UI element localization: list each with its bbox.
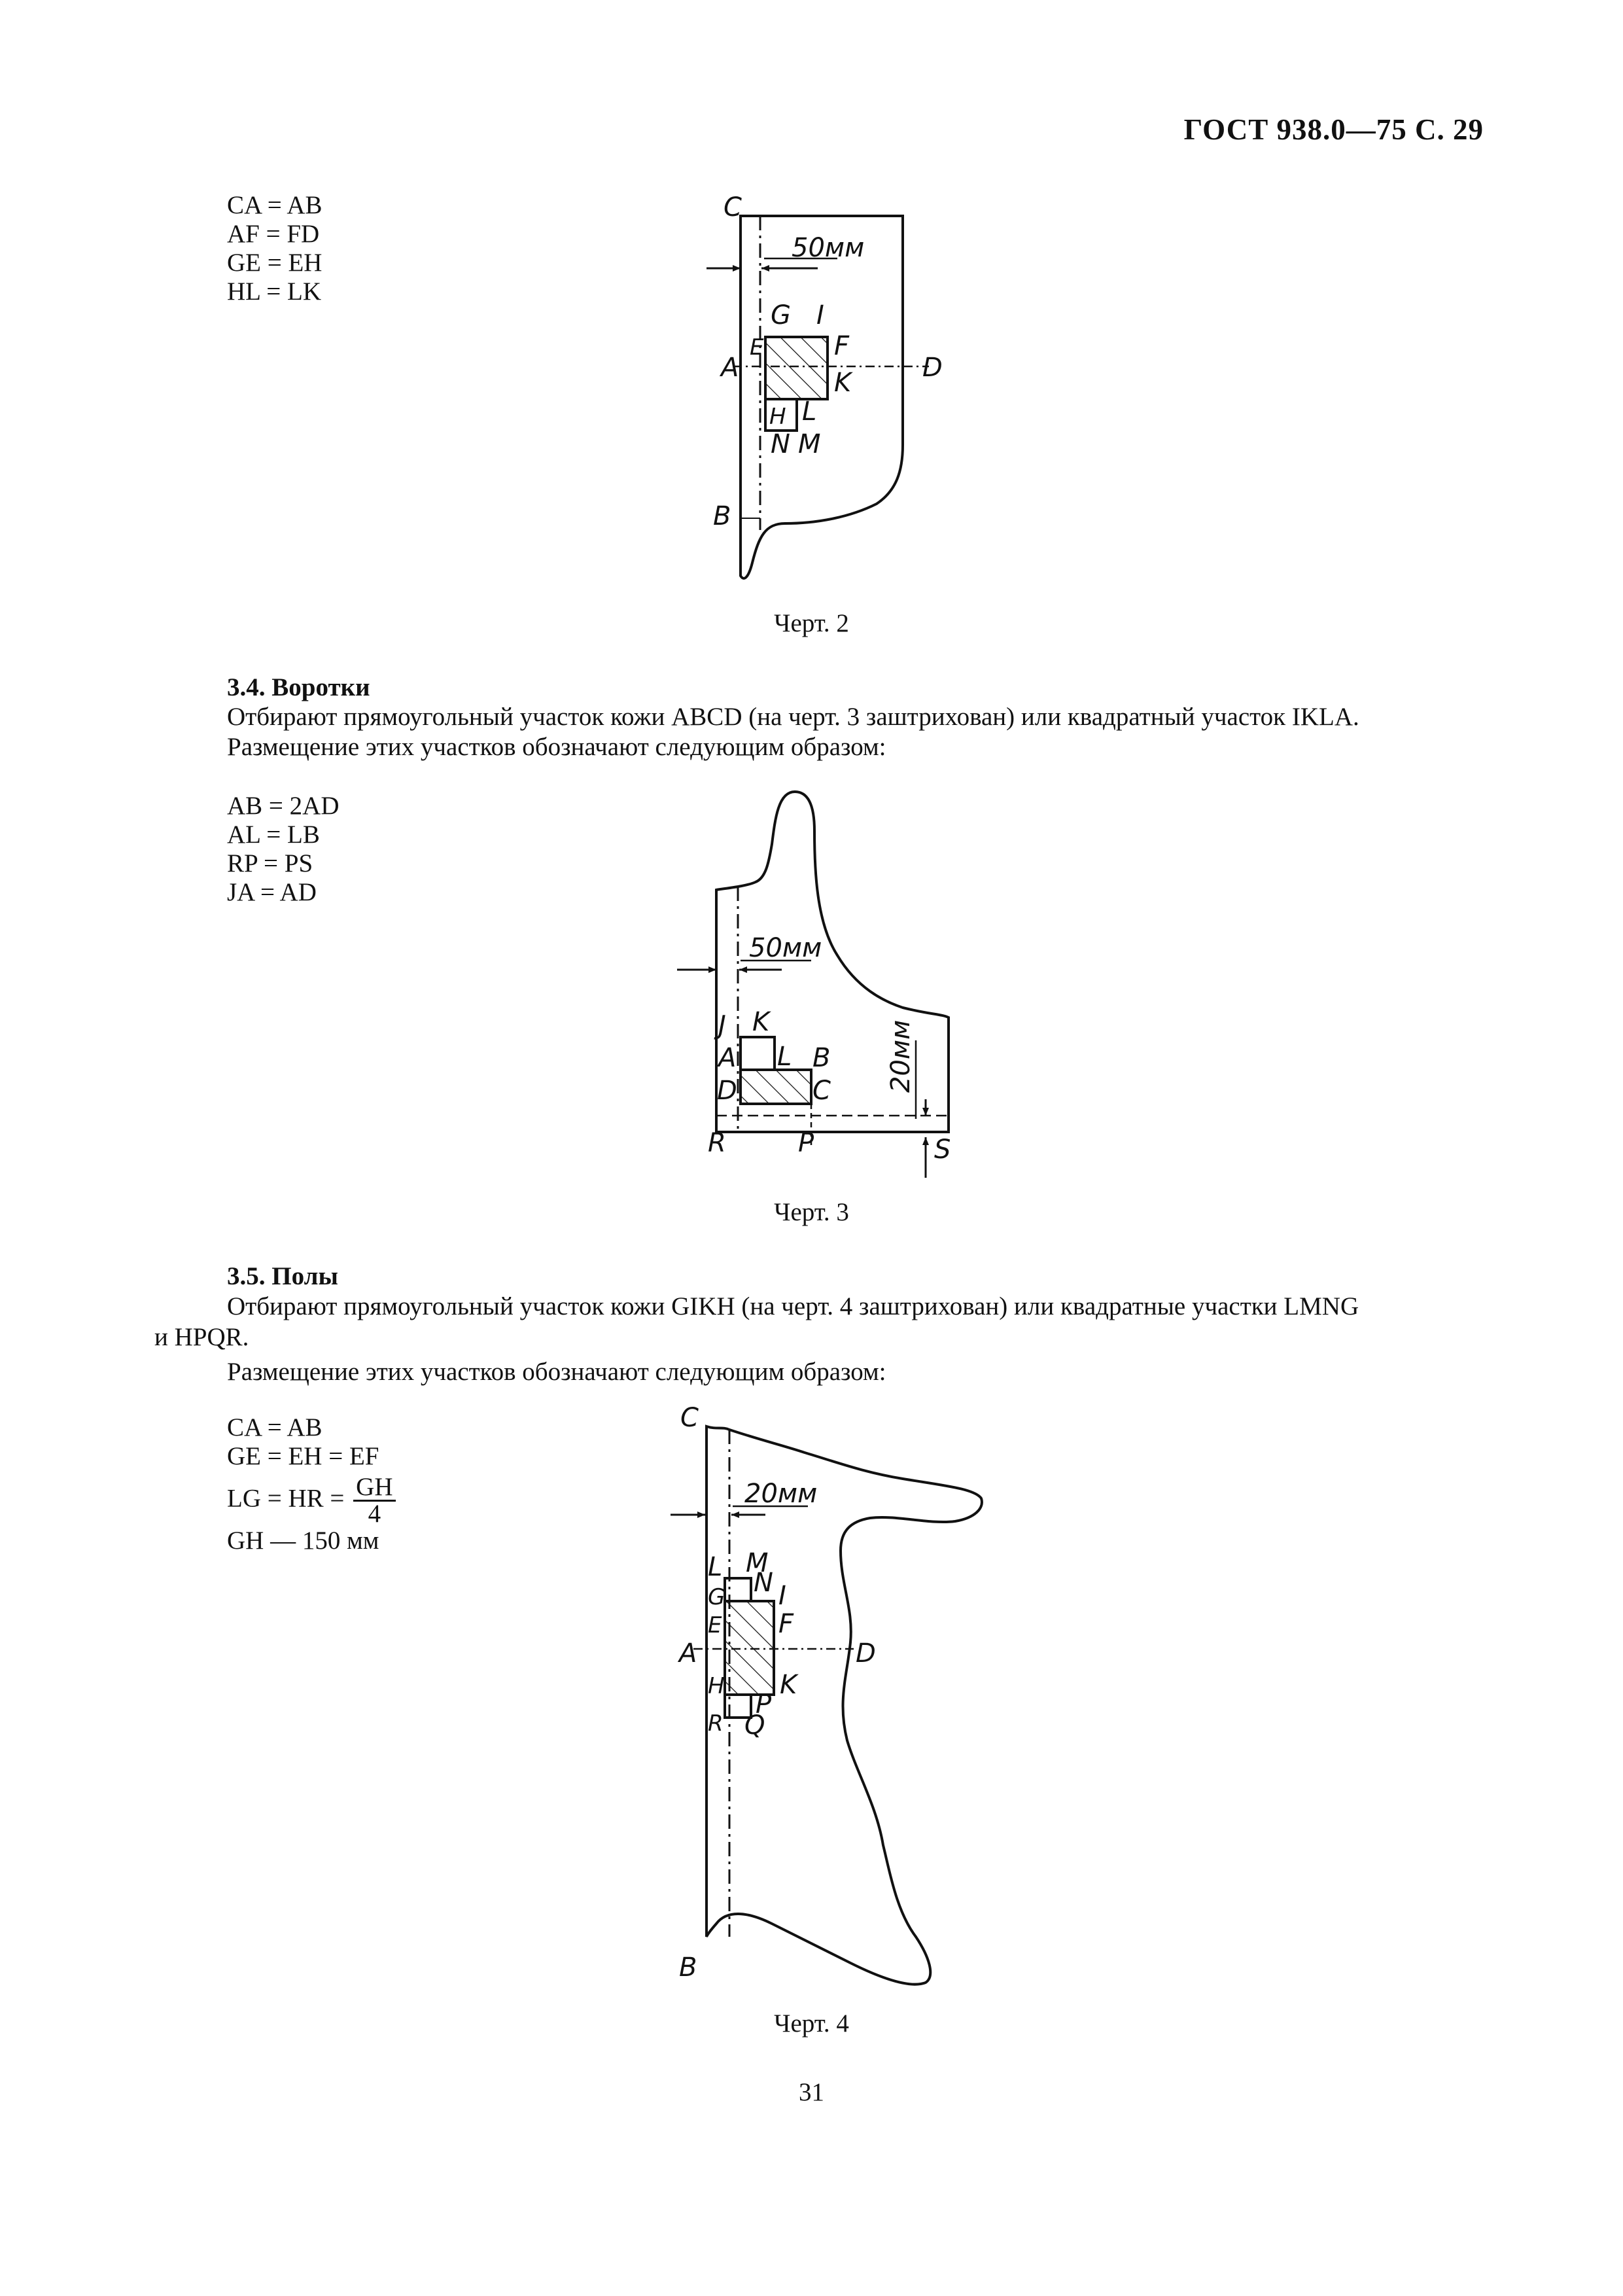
hide-outline bbox=[707, 1426, 982, 1985]
dimension-top: 50мм bbox=[749, 933, 822, 963]
fraction-denominator: 4 bbox=[368, 1500, 381, 1528]
label-b: B bbox=[713, 501, 731, 531]
label-l: L bbox=[802, 397, 817, 427]
label-h: H bbox=[769, 404, 786, 430]
hatched-sample bbox=[725, 1601, 774, 1695]
figure2-caption: Черт. 2 bbox=[774, 609, 849, 637]
formula: CA = AB bbox=[227, 191, 323, 219]
dimension-label: 50мм bbox=[792, 233, 865, 263]
label-f: F bbox=[834, 331, 850, 361]
label-m: M bbox=[746, 1548, 769, 1578]
section35-text2: Размещение этих участков обозначают следующим образом: bbox=[227, 1358, 886, 1386]
formula: GH — 150 мм bbox=[227, 1527, 379, 1555]
square-sample bbox=[741, 1037, 775, 1070]
section34-text2: Размещение этих участков обозначают следующим образом: bbox=[227, 733, 886, 761]
label-s: S bbox=[934, 1135, 951, 1165]
formula: JA = AD bbox=[227, 878, 317, 906]
label-q: Q bbox=[744, 1710, 765, 1740]
figure3-caption: Черт. 3 bbox=[774, 1198, 849, 1226]
label-a: A bbox=[718, 1043, 737, 1073]
label-k: K bbox=[834, 368, 852, 398]
label-l: L bbox=[777, 1042, 792, 1072]
formula: AB = 2AD bbox=[227, 792, 340, 820]
label-k: K bbox=[780, 1670, 797, 1700]
page-number: 31 bbox=[799, 2078, 824, 2106]
dimension-label: 20мм bbox=[744, 1479, 818, 1509]
formula: RP = PS bbox=[227, 849, 313, 877]
label-c: C bbox=[680, 1403, 699, 1433]
figure4-caption: Черт. 4 bbox=[774, 2009, 849, 2038]
formula: GE = EH = EF bbox=[227, 1442, 379, 1470]
label-b: B bbox=[812, 1043, 831, 1073]
page-header: ГОСТ 938.0—75 С. 29 bbox=[1183, 113, 1484, 146]
label-d: D bbox=[717, 1076, 737, 1106]
label-i: I bbox=[778, 1581, 786, 1611]
section35-text1: Отбирают прямоугольный участок кожи GIKH (на черт. 4 заштрихован) или квадратные участки LMNG bbox=[227, 1292, 1359, 1320]
label-d: D bbox=[856, 1638, 876, 1669]
label-d: D bbox=[922, 353, 943, 383]
label-c: C bbox=[724, 192, 742, 222]
figure2-drawing bbox=[687, 183, 981, 602]
formula: CA = AB bbox=[227, 1413, 323, 1441]
label-f: F bbox=[778, 1609, 794, 1639]
label-a: A bbox=[721, 353, 739, 383]
fraction bbox=[353, 1475, 395, 1527]
formula-frac-lhs: LG = HR = bbox=[227, 1484, 345, 1513]
dimension-side: 20мм bbox=[886, 1019, 916, 1093]
section34-text1: Отбирают прямоугольный участок кожи ABCD (на черт. 3 заштрихован) или квадратный участок IKLA. bbox=[227, 703, 1359, 731]
label-g: G bbox=[708, 1584, 725, 1610]
label-e: E bbox=[750, 334, 764, 361]
label-p: P bbox=[756, 1689, 772, 1720]
figure2-formulas bbox=[227, 191, 323, 306]
label-i: I bbox=[816, 300, 824, 330]
formula-fraction-row bbox=[227, 1475, 396, 1527]
label-k: K bbox=[752, 1007, 770, 1037]
label-j: J bbox=[718, 1010, 726, 1040]
label-n: N bbox=[771, 429, 790, 459]
hatched-sample bbox=[765, 337, 828, 399]
label-e: E bbox=[708, 1612, 722, 1638]
formula: GE = EH bbox=[227, 249, 323, 277]
figure3-formulas bbox=[227, 792, 340, 907]
label-a: A bbox=[679, 1638, 697, 1669]
label-g: G bbox=[771, 300, 791, 330]
label-r: R bbox=[708, 1710, 724, 1737]
section35-text1-cont: и HPQR. bbox=[154, 1323, 249, 1351]
label-m: M bbox=[798, 429, 821, 459]
label-n: N bbox=[754, 1568, 773, 1598]
hatched-sample bbox=[741, 1070, 811, 1104]
section34-title: 3.4. Воротки bbox=[227, 673, 370, 701]
figure4-drawing bbox=[667, 1400, 1007, 2002]
figure4-formulas bbox=[227, 1413, 396, 1555]
section35-title: 3.5. Полы bbox=[227, 1262, 338, 1290]
label-l: L bbox=[708, 1552, 723, 1582]
label-b: B bbox=[679, 1952, 697, 1983]
label-p: P bbox=[798, 1128, 814, 1158]
label-c: C bbox=[812, 1076, 831, 1106]
formula: HL = LK bbox=[227, 277, 322, 306]
figure3-drawing bbox=[667, 779, 975, 1184]
formula: AF = FD bbox=[227, 220, 320, 248]
label-r: R bbox=[708, 1128, 726, 1158]
fraction-numerator: GH bbox=[353, 1475, 395, 1502]
formula: AL = LB bbox=[227, 821, 320, 849]
label-h: H bbox=[708, 1673, 725, 1699]
